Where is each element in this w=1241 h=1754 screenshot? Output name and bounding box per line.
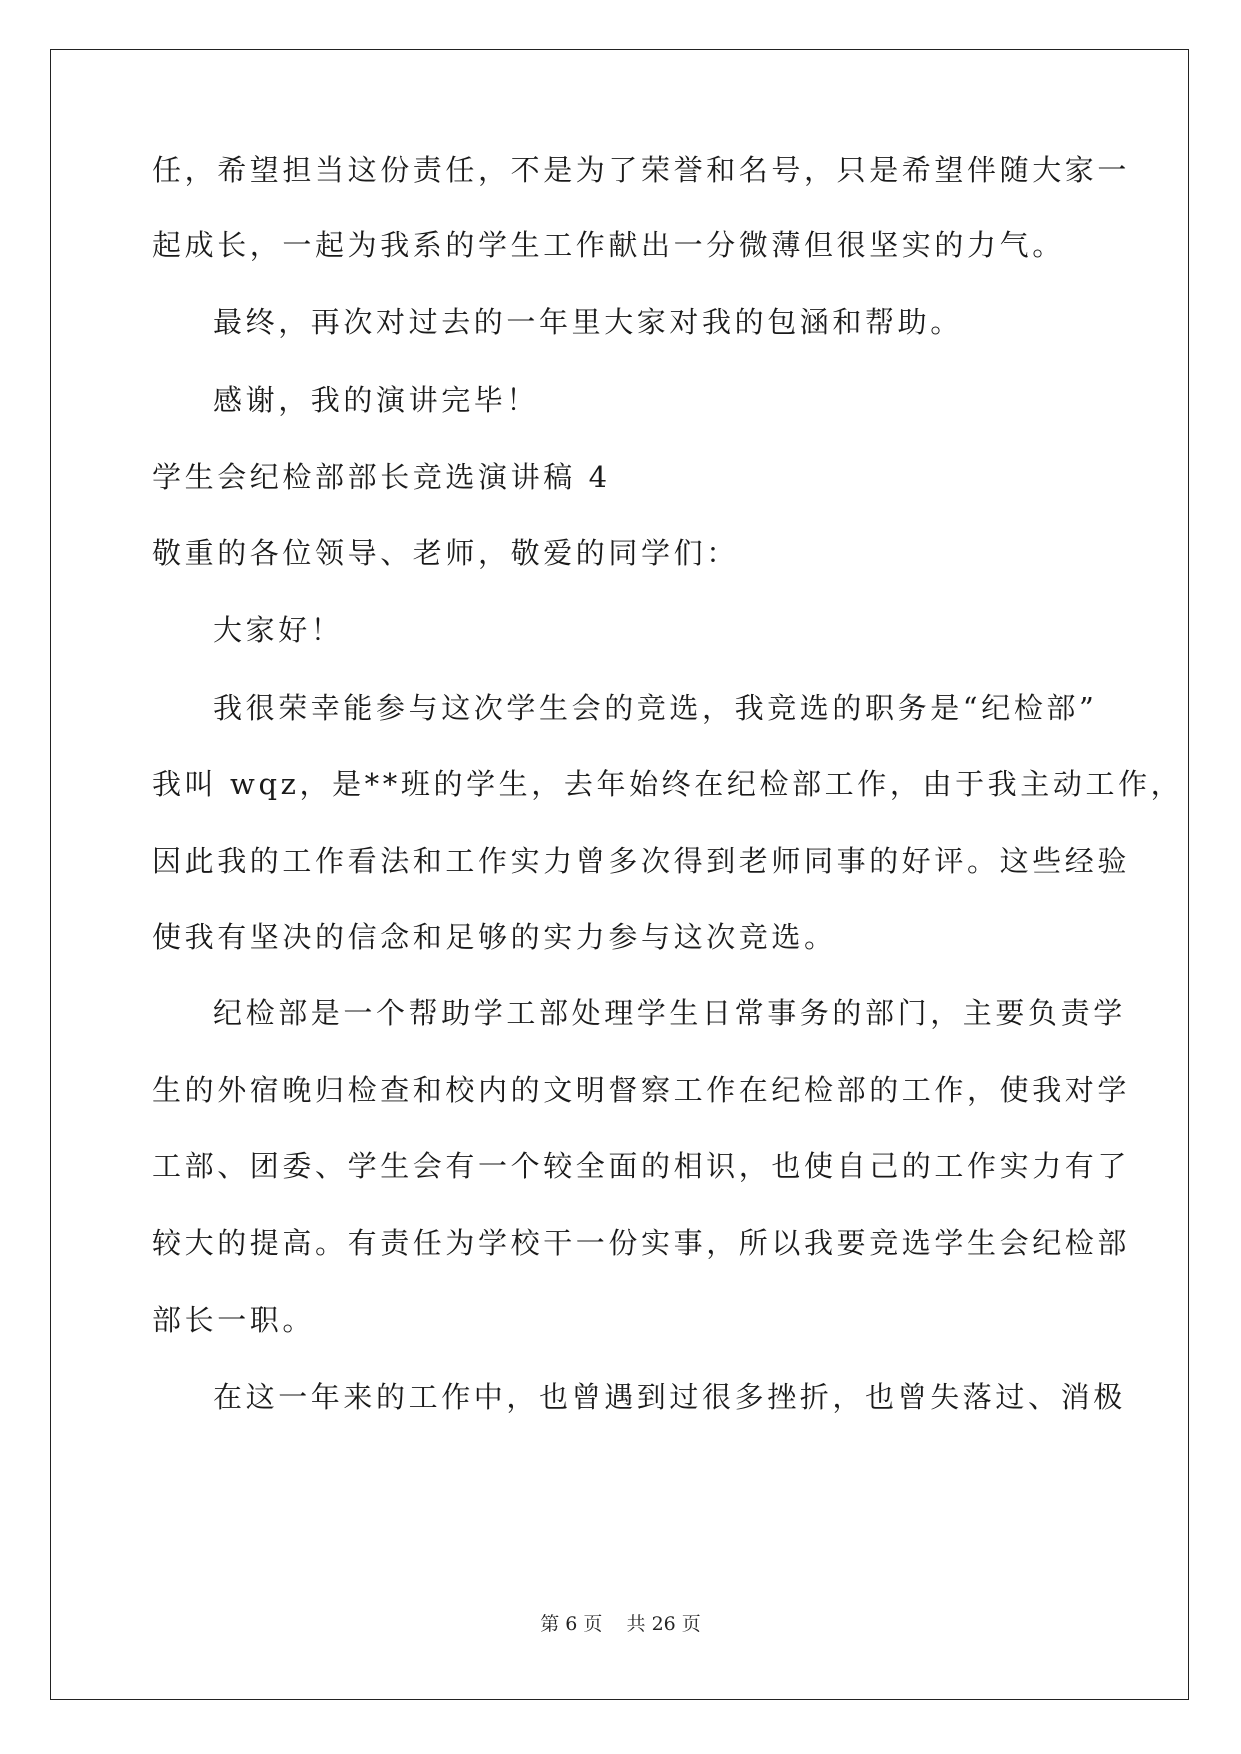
- text-line-10: 因此我的工作看法和工作实力曾多次得到老师同事的好评。这些经验: [152, 844, 1131, 878]
- text-line-4: 感谢，我的演讲完毕！: [213, 383, 540, 417]
- text-line-11: 使我有坚决的信念和足够的实力参与这次竞选。: [152, 920, 837, 954]
- text-line-17: 在这一年来的工作中，也曾遇到过很多挫折，也曾失落过、消极: [213, 1380, 1126, 1414]
- text-line-2: 起成长，一起为我系的学生工作献出一分微薄但很坚实的力气。: [152, 228, 1065, 262]
- text-line-12: 纪检部是一个帮助学工部处理学生日常事务的部门，主要负责学: [213, 996, 1126, 1030]
- text-line-3: 最终，再次对过去的一年里大家对我的包涵和帮助。: [213, 305, 963, 339]
- text-line-1: 任，希望担当这份责任，不是为了荣誉和名号，只是希望伴随大家一: [152, 153, 1131, 187]
- salutation: 敬重的各位领导、老师，敬爱的同学们：: [152, 536, 739, 570]
- text-line-8: 我很荣幸能参与这次学生会的竞选，我竞选的职务是“纪检部”: [213, 691, 1098, 725]
- greeting: 大家好！: [213, 613, 344, 647]
- page-number: 第 6 页 共 26 页: [540, 1613, 701, 1635]
- text-line-14: 工部、团委、学生会有一个较全面的相识，也使自己的工作实力有了: [152, 1149, 1131, 1183]
- text-line-16: 部长一职。: [152, 1303, 316, 1337]
- text-line-13: 生的外宿晚归检查和校内的文明督察工作在纪检部的工作，使我对学: [152, 1073, 1131, 1107]
- text-line-15: 较大的提高。有责任为学校干一份实事，所以我要竞选学生会纪检部: [152, 1226, 1131, 1260]
- section-heading: 学生会纪检部部长竞选演讲稿 4: [152, 460, 611, 494]
- text-line-9: 我叫 wqz，是**班的学生，去年始终在纪检部工作，由于我主动工作，: [152, 767, 1184, 801]
